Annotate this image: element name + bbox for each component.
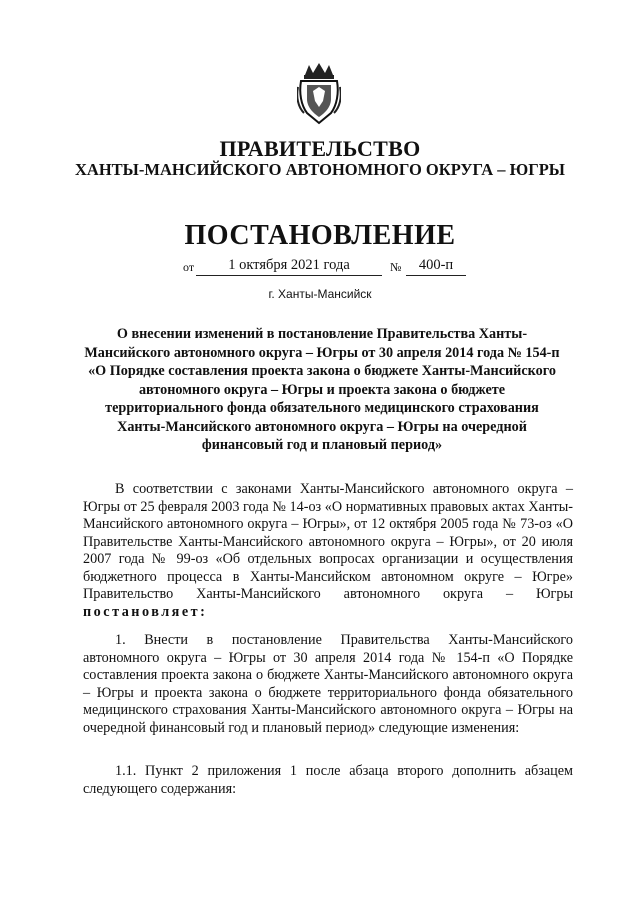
document-subject: О внесении изменений в постановление Правительства Ханты-Мансийского автономного округа – Югры от 30 апреля 2014 года № 154-п «О Порядке составления проекта закона о бюджете Ханты-Мансийского автономного округа – Югры и проекта закона о бюджете территориального фонда обязательного медицинского страхования Ханты-Мансийского автономного округа – Югры на очередной финансовый год и плановый период»	[84, 326, 560, 453]
document-number: 400-п	[406, 257, 466, 276]
date-number-line	[0, 257, 640, 279]
item-1-1-paragraph	[83, 763, 573, 798]
preamble-text: В соответствии с законами Ханты-Мансийского автономного округа – Югры от 25 февраля 2003 года № 14-оз «О нормативных правовых актах Ханты-Мансийского автономного округа – Югры», от 12 октября 2005 года № 73-оз «О Правительстве Ханты-Мансийского автономного округа – Югры», от 20 июля 2007 года № 99-оз «Об отдельных вопросах организации и осуществления бюджетного процесса в Ханты-Мансийском автономном округе – Югре» Правительство Ханты-Мансийского автономного округа – Югры	[83, 481, 573, 602]
document-type: ПОСТАНОВЛЕНИЕ	[184, 220, 456, 251]
number-prefix: №	[390, 260, 402, 274]
government-title: ПРАВИТЕЛЬСТВО	[219, 136, 421, 161]
preamble-paragraph	[83, 481, 573, 621]
document-date: 1 октября 2021 года	[196, 257, 382, 276]
document-city: г. Ханты-Мансийск	[268, 287, 372, 301]
item-1-1-text: 1.1. Пункт 2 приложения 1 после абзаца второго дополнить абзацем следующего содержания:	[83, 763, 573, 797]
item-1-paragraph	[83, 632, 573, 737]
item-1-text: 1. Внести в постановление Правительства Ханты-Мансийского автономного округа – Югры от 30 апреля 2014 года № 154-п «О Порядке составления проекта закона о бюджете Ханты-Мансийского автономного округа – Югры и проекта закона о бюджете территориального фонда обязательного медицинского страхования Ханты-Мансийского автономного округа – Югры на очередной финансовый год и плановый период» следующие изменения:	[83, 632, 573, 736]
region-title: ХАНТЫ-МАНСИЙСКОГО АВТОНОМНОГО ОКРУГА – ЮГРЫ	[75, 160, 565, 179]
resolves-text: постановляет:	[83, 603, 208, 620]
date-prefix: от	[183, 260, 195, 274]
coat-of-arms-icon	[297, 63, 341, 125]
